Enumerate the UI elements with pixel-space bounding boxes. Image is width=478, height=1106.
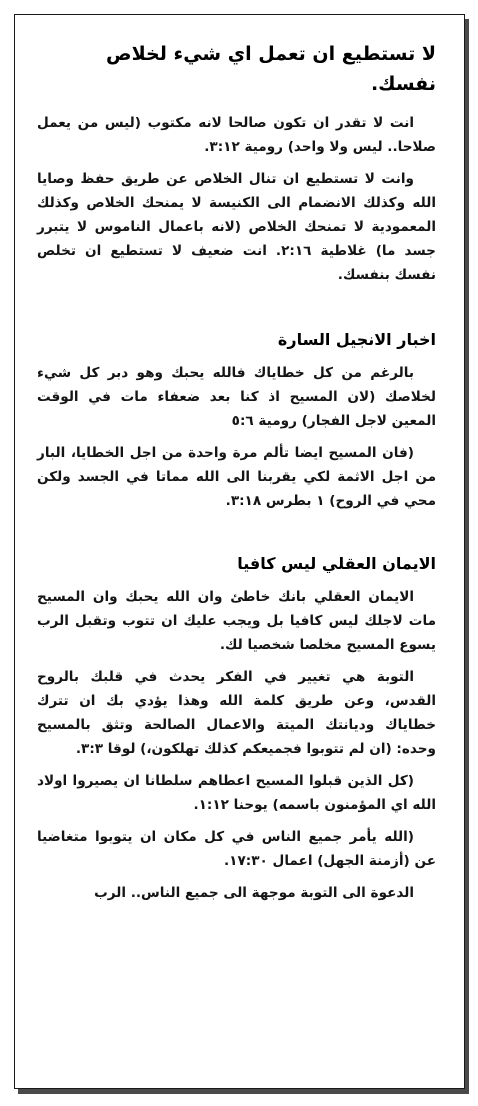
paragraph: (فان المسيح ايضا تألم مرة واحدة من اجل الخطايا، البار من اجل الاثمة لكي يقربنا الى الله مماتا في الجسد ولكن محي في الروح) ١ بطرس ٣:١٨. [37,445,436,509]
paragraph: انت لا تقدر ان تكون صالحا لانه مكتوب (ليس من يعمل صلاحا.. ليس ولا واحد) رومية ٣:١٢. [37,115,436,155]
paragraph: بالرغم من كل خطاياك فالله يحبك وهو دبر كل شيء لخلاصك (لان المسيح اذ كنا بعد ضعفاء مات في الوقت المعين لاجل الفجار) رومية ٥:٦ [37,365,436,429]
paragraph: (كل الذين قبلوا المسيح اعطاهم سلطانا ان يصيروا اولاد الله اي المؤمنون باسمه) يوحنا ١:١٢. [37,773,436,813]
paragraph: (الله يأمر جميع الناس في كل مكان ان يتوبوا متغاضيا عن (أزمنة الجهل) اعمال ١٧:٣٠. [37,829,436,869]
section-title-mental-faith: الايمان العقلي ليس كافيا [237,554,436,573]
paragraph: التوبة هي تغيير في الفكر يحدث في قلبك بالروح القدس، وعن طريق كلمة الله وهذا يؤدي بك ان تترك خطاياك وديانتك الميتة والاعمال الصالحة وتثق بالمسيح وحده: (ان لم تتوبوا فجميعكم كذلك تهلكون،) لوقا ٣:٣. [37,669,436,757]
tract-page [14,14,465,1089]
section-title-good-news: اخبار الانجيل السارة [277,330,436,349]
paragraph: الايمان العقلي بانك خاطئ وان الله يحبك وان المسيح مات لاجلك ليس كافيا بل ويجب عليك ان تتوب وتقبل الرب يسوع المسيح مخلصا شخصيا لك. [37,589,436,653]
paragraph: وانت لا تستطيع ان تنال الخلاص عن طريق حفظ وصايا الله وكذلك الانضمام الى الكنيسة لا يمنحك الخلاص وكذلك المعمودية لا تمنحك الخلاص (لانه باعمال الناموس لا يتبرر جسد ما) غلاطية ٢:١٦. انت ضعيف لا تستطيع ان تخلص نفسك بنفسك. [37,171,436,283]
paragraph: الدعوة الى التوبة موجهة الى جميع الناس.. الرب [94,885,414,901]
section-title-cannot-save-yourself: لا تستطيع ان تعمل اي شيء لخلاص نفسك. [106,43,436,95]
